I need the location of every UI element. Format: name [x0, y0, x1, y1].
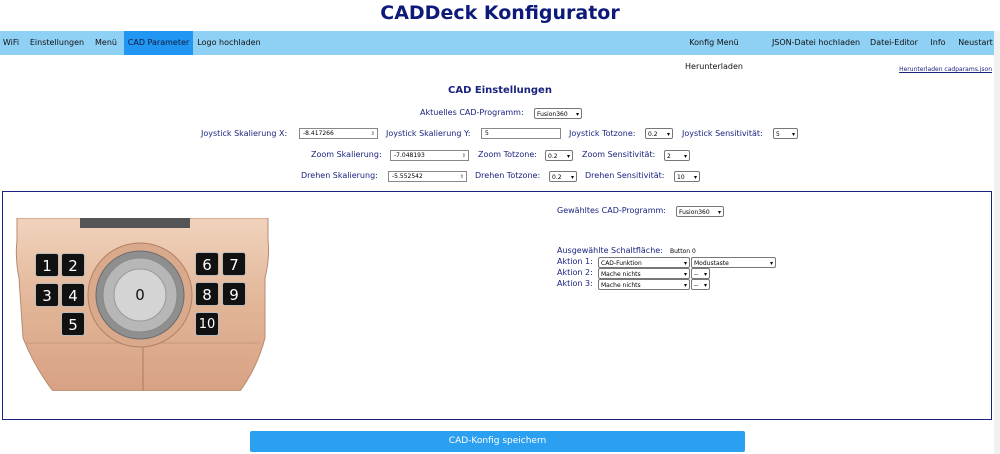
- rotate-deadzone-label: Drehen Totzone:: [475, 171, 541, 180]
- action-1-value: CAD-Funktion: [601, 260, 642, 267]
- device-key-2[interactable]: 2: [61, 253, 85, 277]
- chevron-down-icon: ▾: [683, 153, 687, 160]
- joystick-x-label: Joystick Skalierung X:: [201, 129, 288, 138]
- rotate-deadzone-value: 0.2: [552, 174, 562, 181]
- joystick-sens-label: Joystick Sensitivität:: [682, 129, 763, 138]
- joystick-y-input[interactable]: [481, 128, 561, 139]
- action-3-value: Mache nichts: [601, 282, 641, 289]
- device-key-10[interactable]: 10: [195, 312, 219, 336]
- download-cadparams-link[interactable]: Herunterladen cadparams.json: [899, 66, 992, 73]
- spinner-icon[interactable]: ⇕: [459, 174, 464, 180]
- action-2-value: Mache nichts: [601, 271, 641, 278]
- action-1-label: Aktion 1:: [557, 257, 593, 266]
- nav-info[interactable]: Info: [930, 38, 946, 47]
- action-2-secondary-value: --: [694, 271, 699, 278]
- action-3-label: Aktion 3:: [557, 279, 593, 288]
- zoom-deadzone-select[interactable]: [545, 150, 573, 161]
- rotate-sens-select[interactable]: [674, 171, 700, 182]
- chevron-down-icon: ▾: [717, 209, 721, 216]
- chevron-down-icon: ▾: [666, 131, 670, 138]
- nav-neustart[interactable]: Neustart: [958, 38, 993, 47]
- chevron-down-icon: ▾: [791, 131, 795, 138]
- program-label: Aktuelles CAD-Programm:: [420, 108, 524, 117]
- chevron-down-icon: ▾: [703, 282, 707, 289]
- nav-cad-parameter[interactable]: CAD Parameter: [124, 31, 193, 55]
- selected-program-select[interactable]: [676, 206, 724, 217]
- selected-button-value: Button 0: [670, 248, 696, 255]
- chevron-down-icon: ▾: [683, 260, 687, 267]
- joystick-x-input[interactable]: [299, 128, 378, 139]
- page-title: CADDeck Konfigurator: [380, 2, 620, 24]
- joystick-deadzone-value: 0.2: [648, 131, 658, 138]
- program-select[interactable]: [534, 108, 582, 119]
- chevron-down-icon: ▾: [683, 282, 687, 289]
- rotate-scale-input[interactable]: [388, 171, 467, 182]
- zoom-deadzone-value: 0.2: [548, 153, 558, 160]
- rotate-scale-value: -5.552542: [392, 173, 423, 180]
- rotate-deadzone-select[interactable]: [549, 171, 577, 182]
- joystick-deadzone-label: Joystick Totzone:: [569, 129, 636, 138]
- rotate-sens-value: 10: [677, 174, 685, 181]
- chevron-down-icon: ▾: [575, 111, 579, 118]
- chevron-down-icon: ▾: [703, 271, 707, 278]
- nav-menu[interactable]: Menü: [95, 38, 117, 47]
- action-1-select[interactable]: [598, 257, 690, 268]
- nav-wifi[interactable]: WiFi: [2, 38, 20, 47]
- joystick-y-label: Joystick Skalierung Y:: [386, 129, 471, 138]
- device-key-7[interactable]: 7: [222, 252, 246, 276]
- selected-program-value: Fusion360: [679, 209, 710, 216]
- zoom-scale-input[interactable]: [390, 150, 469, 161]
- selected-program-label: Gewähltes CAD-Programm:: [557, 206, 666, 215]
- action-3-secondary-value: --: [694, 282, 699, 289]
- nav-logo-hochladen[interactable]: Logo hochladen: [197, 38, 261, 47]
- action-2-label: Aktion 2:: [557, 268, 593, 277]
- save-cad-config-button[interactable]: CAD-Konfig speichern: [250, 431, 745, 452]
- action-2-select[interactable]: [598, 268, 690, 279]
- joystick-y-value: 5: [485, 130, 489, 137]
- joystick-sens-select[interactable]: [773, 128, 798, 139]
- chevron-down-icon: ▾: [566, 153, 570, 160]
- zoom-scale-value: -7.048193: [394, 152, 425, 159]
- device-key-3[interactable]: 3: [35, 283, 59, 307]
- action-1-secondary-value: Modustaste: [694, 260, 729, 267]
- nav-konfig-menu-herunterladen[interactable]: Konfig Menü Herunterladen: [685, 38, 743, 71]
- zoom-sens-label: Zoom Sensitivität:: [582, 150, 656, 159]
- nav-datei-editor[interactable]: Datei-Editor: [870, 38, 918, 47]
- joystick-x-value: -8.417266: [303, 130, 334, 137]
- joystick-label[interactable]: 0: [135, 286, 145, 304]
- device-key-8[interactable]: 8: [195, 282, 219, 306]
- rotate-sens-label: Drehen Sensitivität:: [585, 171, 665, 180]
- spinner-icon[interactable]: ⇕: [370, 131, 375, 137]
- joystick-sens-value: 5: [776, 131, 780, 138]
- device-key-5[interactable]: 5: [61, 312, 85, 336]
- zoom-scale-label: Zoom Skalierung:: [311, 150, 382, 159]
- device-key-1[interactable]: 1: [35, 253, 59, 277]
- joystick-deadzone-select[interactable]: [645, 128, 673, 139]
- zoom-sens-select[interactable]: [664, 150, 690, 161]
- action-3-secondary-select[interactable]: [691, 279, 710, 290]
- nav-einstellungen[interactable]: Einstellungen: [29, 38, 85, 47]
- program-select-value: Fusion360: [537, 111, 568, 118]
- chevron-down-icon: ▾: [769, 260, 773, 267]
- device-key-9[interactable]: 9: [222, 282, 246, 306]
- selected-button-label: Ausgewählte Schaltfläche:: [557, 246, 663, 255]
- nav-json-hochladen[interactable]: JSON-Datei hochladen: [771, 38, 861, 47]
- chevron-down-icon: ▾: [570, 174, 574, 181]
- device-key-4[interactable]: 4: [61, 283, 85, 307]
- zoom-sens-value: 2: [667, 153, 671, 160]
- action-1-secondary-select[interactable]: [691, 257, 776, 268]
- zoom-deadzone-label: Zoom Totzone:: [478, 150, 537, 159]
- cad-section-title: CAD Einstellungen: [448, 85, 552, 96]
- device-key-6[interactable]: 6: [195, 252, 219, 276]
- chevron-down-icon: ▾: [683, 271, 687, 278]
- rotate-scale-label: Drehen Skalierung:: [301, 171, 378, 180]
- chevron-down-icon: ▾: [693, 174, 697, 181]
- action-3-select[interactable]: [598, 279, 690, 290]
- spinner-icon[interactable]: ⇕: [461, 153, 466, 159]
- device-image: [15, 218, 270, 391]
- action-2-secondary-select[interactable]: [691, 268, 710, 279]
